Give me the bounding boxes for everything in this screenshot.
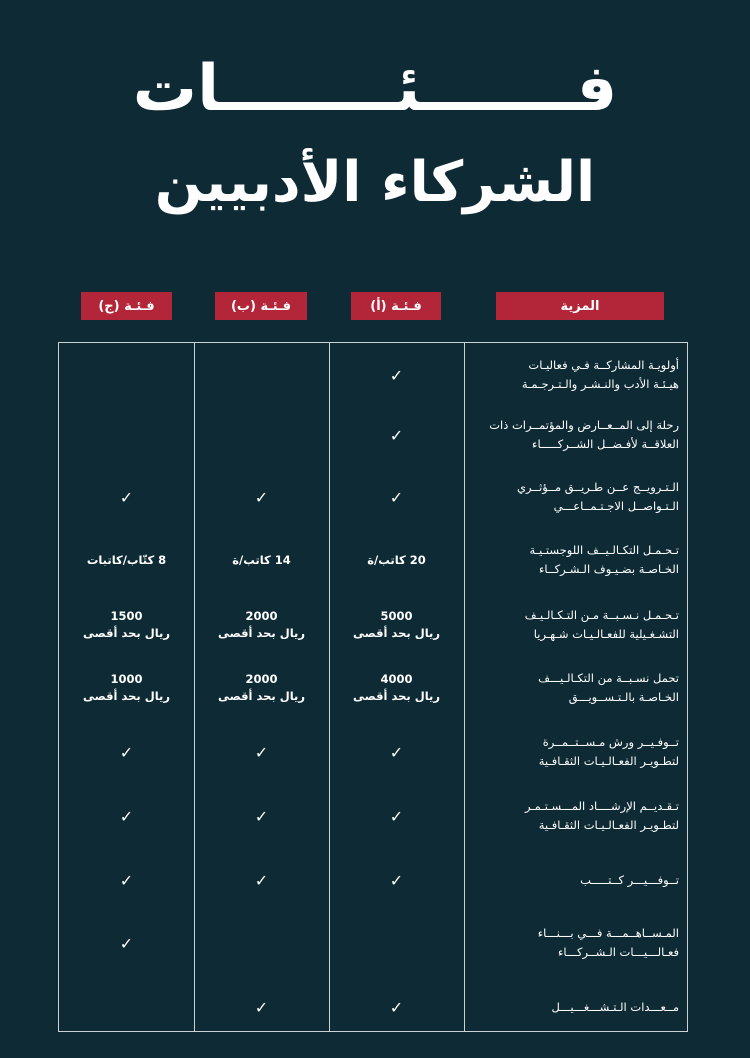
table-row — [59, 720, 689, 784]
check-icon: ✓ — [254, 742, 269, 762]
check-icon: ✓ — [389, 425, 404, 445]
feature-line: مــعـــدات الـتـشـــغـــيـــل — [551, 999, 679, 1014]
feature-label — [469, 403, 679, 467]
table-row — [59, 403, 689, 467]
cell-category-b — [194, 911, 329, 975]
check-icon: ✓ — [254, 997, 269, 1017]
feature-line: رحلة إلى المــعــارض والمؤتمــرات ذات — [489, 418, 679, 432]
cell-category-b — [194, 784, 329, 848]
check-icon: ✓ — [389, 806, 404, 826]
feature-line: هيـئـة الأدب والنـشـر والـتـرجـمـة — [521, 377, 679, 391]
check-icon: ✓ — [389, 997, 404, 1017]
check-icon: ✓ — [119, 870, 134, 890]
feature-line: تــوفـــيـــر كــتـــــب — [580, 872, 679, 887]
cell-value: ريال بحد أقصى — [83, 626, 170, 640]
feature-line: الـتـرويــج عــن طـريــق مــؤثــري — [516, 480, 679, 494]
cell-category-c — [59, 848, 194, 912]
cell-value: 1000 — [110, 672, 143, 686]
header-category-a: فـئـة (أ) — [351, 292, 441, 320]
feature-line: الـتـواصــل الاجـتـمــاعـــي — [553, 499, 679, 513]
check-icon: ✓ — [254, 870, 269, 890]
feature-label — [469, 656, 679, 720]
cell-category-c — [59, 528, 194, 592]
cell-category-b — [194, 465, 329, 529]
feature-line: أولويـة المشاركــة فـي فعاليـات — [528, 358, 679, 372]
cell-category-b — [194, 656, 329, 720]
page-title-line1: فـــــــئــــــــات — [132, 52, 618, 126]
feature-line: الخـاصـة بضـيـوف الـشـركــاء — [538, 562, 679, 576]
cell-category-b — [194, 343, 329, 407]
feature-line: المـســاهــمـــة فـــي بـــنـــاء — [537, 926, 679, 940]
cell-value: 2000 — [245, 672, 278, 686]
feature-line: تــوفـيــر ورش مـســتــمــرة — [542, 735, 679, 749]
comparison-table — [58, 342, 688, 1032]
cell-value: ريال بحد أقصى — [353, 689, 440, 703]
cell-category-b — [194, 593, 329, 657]
check-icon: ✓ — [119, 933, 134, 953]
cell-category-b — [194, 528, 329, 592]
cell-category-c — [59, 656, 194, 720]
feature-line: فعـالـــيـــات الـشــركـــاء — [558, 945, 679, 959]
cell-value: 14 كاتب/ة — [232, 552, 291, 567]
cell-category-c — [59, 911, 194, 975]
feature-label — [469, 720, 679, 784]
cell-value: 20 كاتب/ة — [367, 552, 426, 567]
cell-category-a — [329, 656, 464, 720]
cell-category-a — [329, 528, 464, 592]
check-icon: ✓ — [389, 365, 404, 385]
cell-value: ريال بحد أقصى — [218, 689, 305, 703]
cell-category-a — [329, 784, 464, 848]
cell-category-a — [329, 343, 464, 407]
header-feature: المزية — [496, 292, 664, 320]
cell-category-a — [329, 720, 464, 784]
cell-category-c — [59, 784, 194, 848]
cell-value: ريال بحد أقصى — [218, 626, 305, 640]
feature-line: لتطـويـر الفعـالـيـات الثقـافـية — [538, 754, 679, 768]
table-row — [59, 784, 689, 848]
cell-category-a — [329, 911, 464, 975]
cell-value: 8 كتّاب/كاتبات — [86, 552, 167, 567]
feature-label — [469, 343, 679, 407]
table-row — [59, 656, 689, 720]
check-icon: ✓ — [254, 806, 269, 826]
feature-line: تـحـمـل نـسـبــة مـن التـكـالـيـف — [524, 608, 679, 622]
table-row — [59, 343, 689, 407]
cell-category-a — [329, 848, 464, 912]
check-icon: ✓ — [119, 806, 134, 826]
cell-category-c — [59, 343, 194, 407]
cell-category-c — [59, 403, 194, 467]
feature-line: الخـاصـة بالـتـســويـــق — [568, 690, 679, 704]
table-row — [59, 528, 689, 592]
table-row — [59, 593, 689, 657]
cell-value: 5000 — [380, 609, 413, 623]
cell-category-a — [329, 593, 464, 657]
feature-label — [469, 528, 679, 592]
feature-line: تحمل نسـبــة من التكـالـيـــف — [538, 671, 679, 685]
check-icon: ✓ — [119, 487, 134, 507]
cell-category-b — [194, 975, 329, 1039]
header-category-c: فـئـة (ج) — [81, 292, 172, 320]
check-icon: ✓ — [389, 870, 404, 890]
cell-category-c — [59, 975, 194, 1039]
feature-label — [469, 784, 679, 848]
cell-category-b — [194, 403, 329, 467]
cell-category-a — [329, 403, 464, 467]
cell-category-b — [194, 848, 329, 912]
cell-value: ريال بحد أقصى — [353, 626, 440, 640]
feature-line: تـحـمـل التكـالـيــف اللوجستـيـة — [529, 543, 679, 557]
check-icon: ✓ — [389, 487, 404, 507]
cell-category-c — [59, 465, 194, 529]
feature-label — [469, 848, 679, 912]
check-icon: ✓ — [254, 487, 269, 507]
table-row — [59, 465, 689, 529]
cell-category-a — [329, 465, 464, 529]
cell-category-c — [59, 593, 194, 657]
cell-category-c — [59, 720, 194, 784]
page-title-line2: الشركاء الأدبيين — [154, 150, 596, 215]
cell-value: ريال بحد أقصى — [83, 689, 170, 703]
table-row — [59, 848, 689, 912]
feature-label — [469, 465, 679, 529]
check-icon: ✓ — [119, 742, 134, 762]
header-category-b: فـئـة (ب) — [215, 292, 307, 320]
feature-label — [469, 593, 679, 657]
feature-line: التشـغـيلية للفعـالـيـات شـهـريا — [533, 627, 679, 641]
cell-value: 2000 — [245, 609, 278, 623]
feature-label — [469, 975, 679, 1039]
table-row — [59, 911, 689, 975]
feature-line: لتطـويـر الفعـالـيـات الثقـافـية — [538, 818, 679, 832]
check-icon: ✓ — [389, 742, 404, 762]
feature-label — [469, 911, 679, 975]
feature-line: تـقـديــم الإرشــــاد المـــسـتـمـر — [524, 799, 679, 813]
cell-value: 1500 — [110, 609, 143, 623]
cell-value: 4000 — [380, 672, 413, 686]
cell-category-a — [329, 975, 464, 1039]
table-row — [59, 975, 689, 1039]
feature-line: العلاقــة لأفـضــل الشــركـــــاء — [532, 437, 679, 451]
cell-category-b — [194, 720, 329, 784]
